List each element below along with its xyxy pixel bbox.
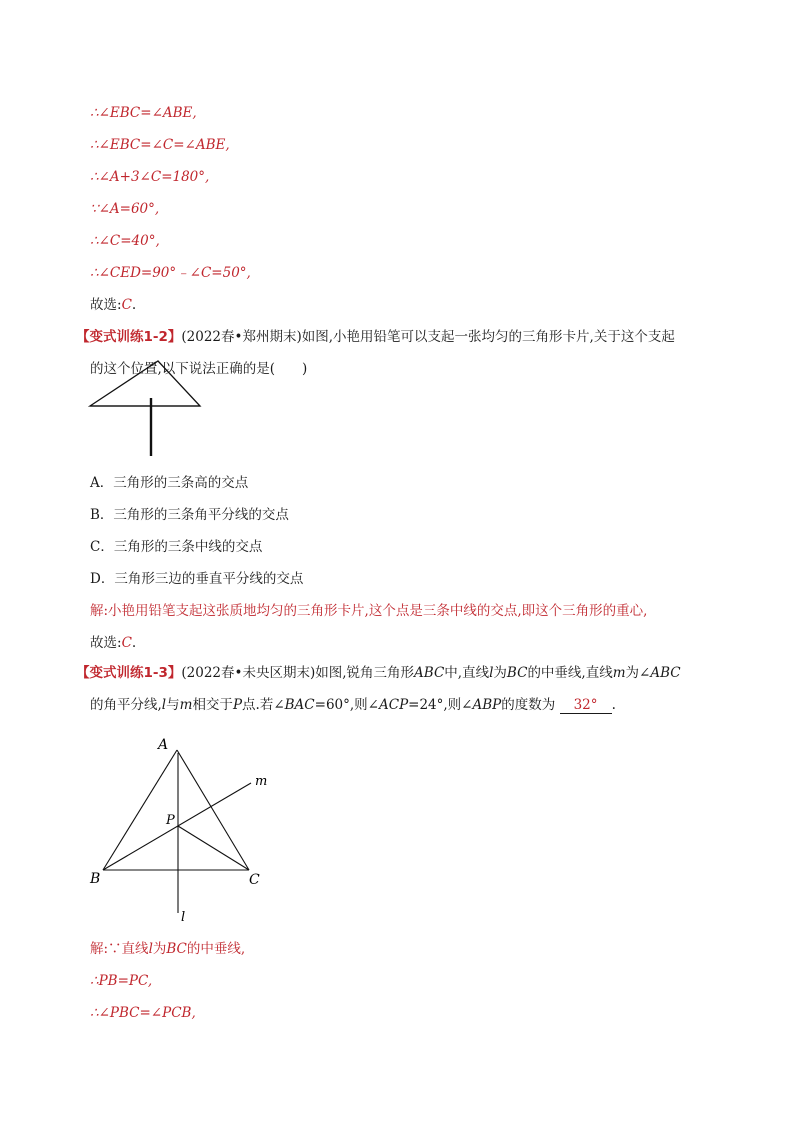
sol-text: 解:∵直线	[90, 941, 149, 957]
sol-var: BC	[166, 941, 187, 957]
q-var: ABC	[414, 665, 445, 681]
solution-1-3-line-1	[90, 940, 245, 958]
sol-text: 为	[152, 941, 167, 957]
label-a: A	[158, 737, 169, 753]
q-text: 中,直线	[444, 665, 490, 681]
q-text: 点.若∠	[242, 697, 285, 713]
q-var: l	[489, 665, 494, 681]
option-c: C．三角形的三条中线的交点	[90, 539, 263, 555]
option-a: A．三角形的三条高的交点	[90, 475, 249, 491]
solution-1-3-line-3: ∴∠PBC=∠PCB,	[90, 1005, 196, 1021]
solution-line-2: ∴∠EBC=∠C=∠ABE,	[90, 137, 230, 153]
q-text: 与	[166, 697, 180, 713]
choose-answer-2	[90, 634, 136, 652]
q-text: 为∠	[625, 665, 651, 681]
solution-line-6: ∴∠CED=90°﹣∠C=50°,	[90, 265, 251, 281]
question-1-3-line-2	[90, 696, 616, 714]
pencil-triangle-figure	[88, 358, 208, 460]
sol-var: l	[148, 941, 153, 957]
q-var: BAC	[284, 697, 315, 713]
choose-prefix: 故选:	[90, 635, 122, 651]
choose-answer-1	[90, 296, 136, 314]
label-m: m	[255, 774, 268, 789]
q-text: 的度数为	[501, 697, 556, 713]
label-p: P	[166, 813, 175, 828]
answer-blank: 32°	[560, 697, 612, 714]
q-var: ABC	[650, 665, 681, 681]
q-text: (2022春•未央区期末)如图,锐角三角形	[181, 665, 415, 681]
q-var: l	[161, 697, 167, 713]
question-1-2-line-1	[76, 328, 675, 346]
choose-prefix: 故选:	[90, 297, 122, 313]
solution-line-3: ∴∠A+3∠C=180°,	[90, 169, 210, 185]
solution-line-5: ∴∠C=40°,	[90, 233, 160, 249]
solution-line-1: ∴∠EBC=∠ABE,	[90, 105, 197, 121]
label-l: l	[181, 910, 186, 925]
q-var: BC	[506, 665, 528, 681]
choose-suffix: .	[131, 297, 137, 313]
triangle-abc-figure	[85, 735, 285, 925]
q-text: =60°,则∠	[314, 697, 379, 713]
q-var: ABP	[472, 697, 502, 713]
option-d: D．三角形三边的垂直平分线的交点	[90, 571, 304, 587]
q-text: .	[611, 697, 616, 713]
q-text: 相交于	[192, 697, 233, 713]
question-text: (2022春•郑州期末)如图,小艳用铅笔可以支起一张均匀的三角形卡片,关于这个支起	[181, 329, 675, 345]
label-b: B	[90, 871, 101, 887]
q-var: m	[179, 697, 193, 713]
question-1-3-line-1	[76, 664, 681, 682]
solution-1-2: 解:小艳用铅笔支起这张质地均匀的三角形卡片,这个点是三条中线的交点,即这个三角形的重心,	[90, 603, 648, 619]
q-var: ACP	[378, 697, 409, 713]
side-ac	[177, 750, 249, 870]
q-text: 的中垂线,直线	[527, 665, 613, 681]
choose-suffix: .	[131, 635, 137, 651]
label-c: C	[249, 872, 260, 888]
solution-line-4: ∵∠A=60°,	[90, 201, 160, 217]
choose-letter: C	[121, 297, 132, 313]
sol-text: 的中垂线,	[186, 941, 246, 957]
q-text: 为	[493, 665, 507, 681]
question-tag: 【变式训练1-2】	[76, 329, 182, 345]
solution-1-3-line-2: ∴PB=PC,	[90, 973, 153, 989]
segment-pc	[178, 826, 249, 870]
question-1-2-line-2: 的这个位置,以下说法正确的是( )	[90, 361, 308, 377]
question-tag: 【变式训练1-3】	[76, 665, 182, 681]
q-var: m	[612, 665, 626, 681]
option-b: B．三角形的三条角平分线的交点	[90, 507, 289, 523]
q-text: 的角平分线,	[90, 697, 162, 713]
side-ab	[103, 750, 177, 870]
q-text: =24°,则∠	[408, 697, 473, 713]
choose-letter: C	[121, 635, 132, 651]
q-var: P	[232, 697, 243, 713]
